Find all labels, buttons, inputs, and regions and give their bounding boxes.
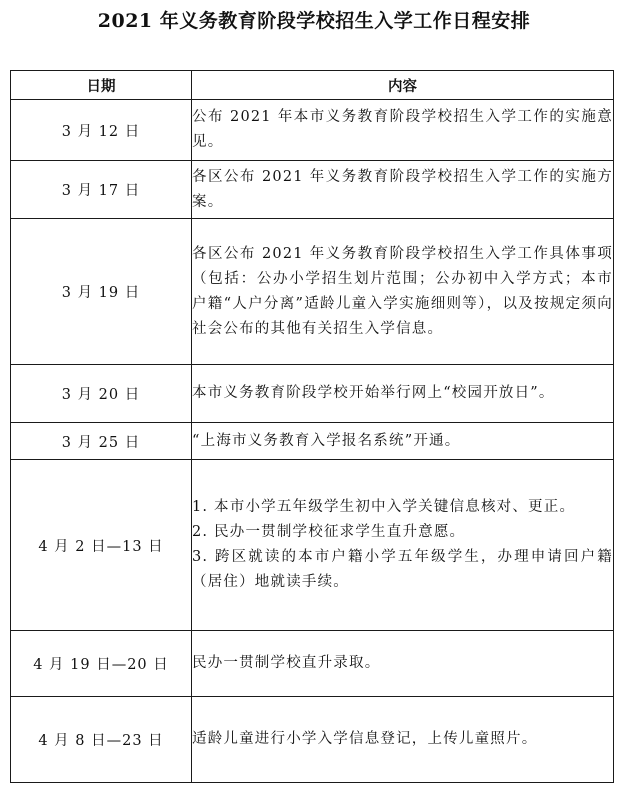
content-line: 本市义务教育阶段学校开始举行网上“校园开放日”。	[192, 385, 555, 401]
row-content	[192, 365, 614, 423]
row-content	[192, 161, 614, 219]
table-header-row	[11, 71, 614, 100]
header-content: 内容	[192, 71, 614, 100]
row-date: 4 月 2 日—13 日	[11, 460, 192, 631]
row-content	[192, 423, 614, 460]
row-date: 3 月 20 日	[11, 365, 192, 423]
table-row	[11, 365, 614, 423]
table-row	[11, 697, 614, 783]
header-date: 日期	[11, 71, 192, 100]
row-content	[192, 460, 614, 631]
page-title: 2021 年义务教育阶段学校招生入学工作日程安排	[97, 10, 531, 32]
content-line: 各区公布 2021 年义务教育阶段学校招生入学工作的实施方案。	[192, 168, 613, 210]
row-date: 3 月 25 日	[11, 423, 192, 460]
row-content	[192, 219, 614, 365]
table-row	[11, 161, 614, 219]
content-line: 公布 2021 年本市义务教育阶段学校招生入学工作的实施意见。	[192, 109, 613, 150]
table-row	[11, 631, 614, 697]
row-date: 3 月 12 日	[11, 100, 192, 161]
content-line: 1. 本市小学五年级学生初中入学关键信息核对、更正。	[192, 499, 576, 515]
row-date: 4 月 8 日—23 日	[11, 697, 192, 783]
table-row	[11, 423, 614, 460]
content-line: 适龄儿童进行小学入学信息登记，上传儿童照片。	[192, 731, 538, 747]
content-line: 民办一贯制学校直升录取。	[192, 655, 381, 671]
schedule-table	[10, 70, 614, 783]
content-line: 各区公布 2021 年义务教育阶段学校招生入学工作具体事项（包括：公办小学招生划片范围；公办初中入学方式；本市户籍“人户分离”适龄儿童入学实施细则等），以及按规定须向社会公布的其他有关招生入学信息。	[192, 245, 613, 337]
content-line: 3. 跨区就读的本市户籍小学五年级学生，办理申请回户籍（居住）地就读手续。	[192, 549, 613, 590]
row-date: 3 月 19 日	[11, 219, 192, 365]
row-content	[192, 100, 614, 161]
table-row	[11, 460, 614, 631]
content-line: “上海市义务教育入学报名系统”开通。	[192, 432, 461, 449]
row-date: 4 月 19 日—20 日	[11, 631, 192, 697]
row-content	[192, 631, 614, 697]
content-line: 2. 民办一贯制学校征求学生直升意愿。	[192, 524, 466, 540]
table-row	[11, 100, 614, 161]
table-row	[11, 219, 614, 365]
row-date: 3 月 17 日	[11, 161, 192, 219]
row-content	[192, 697, 614, 783]
